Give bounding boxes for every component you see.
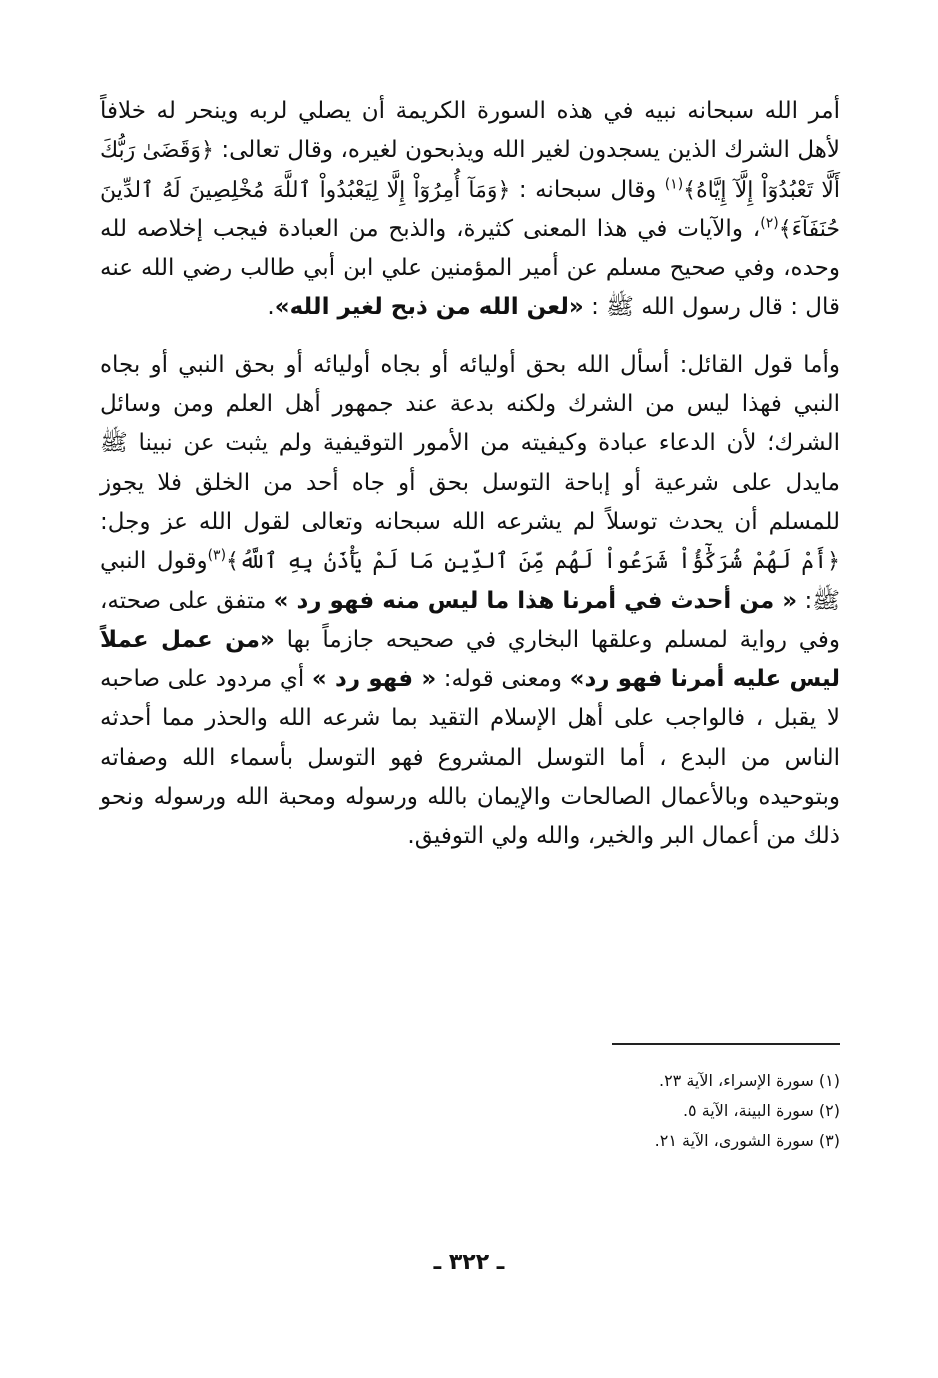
hadith-quote: «لعن الله من ذبح لغير الله» <box>274 294 584 321</box>
page-body <box>100 92 840 857</box>
footnotes <box>440 1066 840 1156</box>
footnote-ref[interactable]: (٢) <box>760 215 779 232</box>
text-segment: وقول النبي ﷺ: <box>100 548 840 614</box>
footnote-ref[interactable]: (١) <box>664 175 684 192</box>
footnote-2: (٢) سورة البينة، الآية ٥. <box>682 1101 840 1120</box>
quran-verse: ﴿وَقَضَىٰ رَبُّكَ أَلَّا تَعْبُدُوٓاْ إِلَّآ إِيَّاهُ﴾ <box>100 138 840 203</box>
paragraph-1 <box>100 92 840 328</box>
footnote-1: (١) سورة الإسراء، الآية ٢٣. <box>658 1071 840 1090</box>
hadith-quote: « من أحدث في أمرنا هذا ما ليس منه فهو رد » <box>273 587 798 614</box>
text-segment: وأما قول القائل: أسأل الله بحق أوليائه أو بجاه أوليائه أو بحق النبي أو بجاه النبي فهذا ليس من الشرك ولكنه بدعة عند جمهور أهل العلم ومن وسائل الشرك؛ لأن الدعاء عبادة وكيفيته من الأمور التوقيفية ولم يثبت عن نبينا ﷺ مايدل على شرعية أو إباحة التوسل بحق أو جاه أحد من الخلق فلا يجوز للمسلم أن يحدث توسلاً لم يشرعه الله سبحانه وتعالى لقول الله عز وجل: <box>100 351 840 535</box>
text-segment: أي مردود على صاحبه لا يقبل ، فالواجب على أهل الإسلام التقيد بما شرعه الله والحذر مما أحدثه الناس من البدع ، أما التوسل المشروع فهو التوسل بأسماء الله وصفاته وبتوحيده وبالأعمال الصالحات والإيمان بالله ورسوله ومحبة الله ورسوله ونحو ذلك من أعمال البر والخير، والله ولي التوفيق. <box>100 666 840 850</box>
text-segment: ومعنى قوله: <box>436 666 570 693</box>
footnote-3: (٣) سورة الشورى، الآية ٢١. <box>654 1131 840 1150</box>
footnote-divider <box>612 1043 840 1045</box>
hadith-quote: « فهو رد » <box>311 666 437 693</box>
hadith-quote: «من عمل عملاً ليس عليه أمرنا فهو رد» <box>100 626 840 693</box>
text-segment: وقال سبحانه : <box>510 176 665 203</box>
quran-verse: ﴿أَمْ لَهُمْ شُرَكَٰٓؤُاْ شَرَعُواْ لَهُم مِّنَ ٱلدِّينِ مَا لَمْ يَأْذَنۢ بِهِ ٱللَّهُ﴾ <box>226 549 840 575</box>
text-segment: متفق على صحته، وفي رواية لمسلم وعلقها البخاري في صحيحه جازماً بها <box>100 587 840 653</box>
paragraph-2 <box>100 346 840 857</box>
quran-verse: ﴿وَمَآ أُمِرُوٓاْ إِلَّا لِيَعْبُدُواْ ٱللَّهَ مُخْلِصِينَ لَهُ ٱلدِّينَ حُنَفَآءَ﴾ <box>100 177 840 242</box>
text-segment: . <box>267 294 275 321</box>
footnote-ref[interactable]: (٣) <box>207 547 227 564</box>
page-number: ـ ٣٢٢ ـ <box>433 1250 505 1275</box>
text-segment: أمر الله سبحانه نبيه في هذه السورة الكريمة أن يصلي لربه وينحر له خلافاً لأهل الشرك الذين يسجدون لغير الله ويذبحون لغيره، وقال تعالى: <box>100 98 840 164</box>
text-segment: ، والآيات في هذا المعنى كثيرة، والذبح من العبادة فيجب إخلاصه لله وحده، وفي صحيح مسلم عن أمير المؤمنين علي ابن أبي طالب رضي الله عنه قال : قال رسول الله ﷺ : <box>100 215 840 321</box>
